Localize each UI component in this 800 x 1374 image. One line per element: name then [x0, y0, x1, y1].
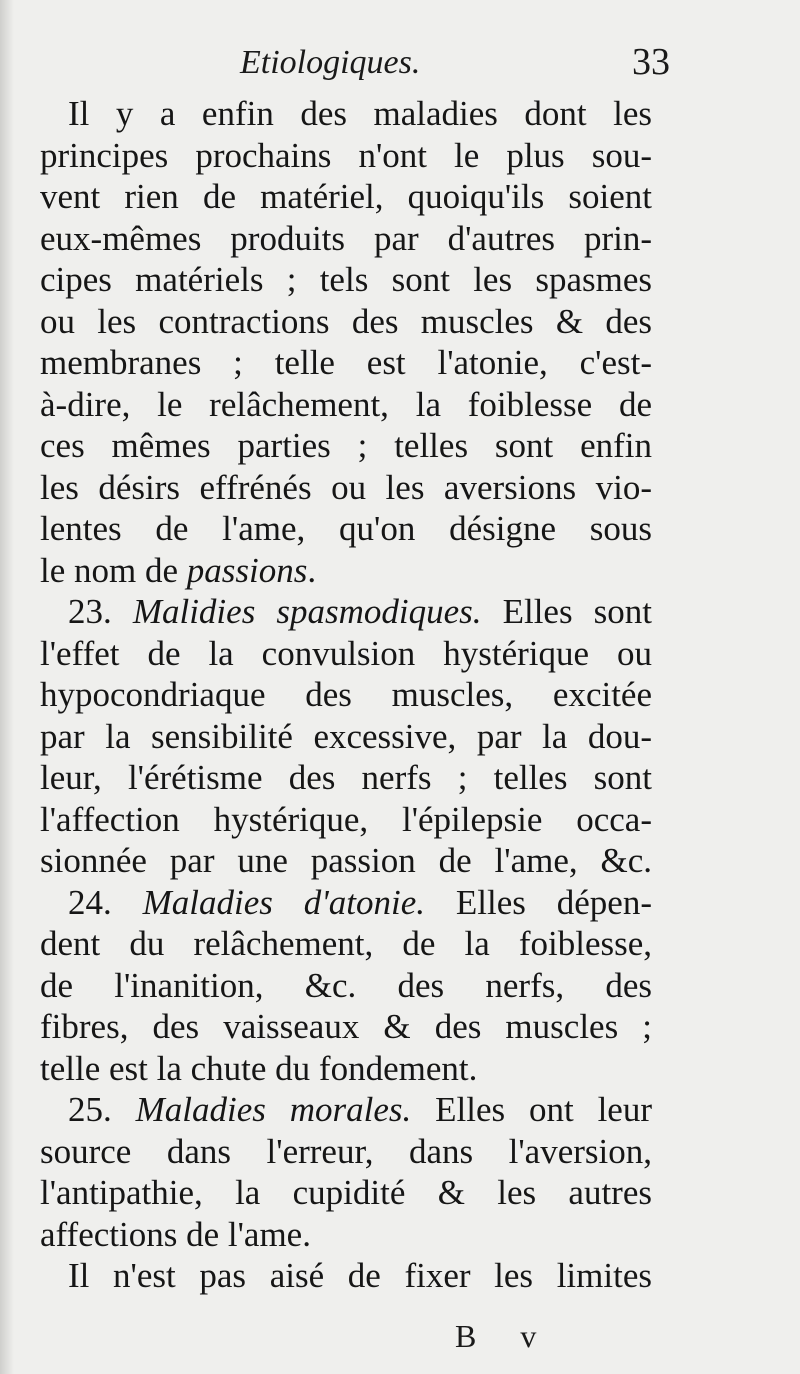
- text-line: [40, 550, 652, 592]
- line-segment: Elles sont: [481, 592, 652, 631]
- italic-heading: Maladies d'atonie.: [142, 882, 426, 922]
- text-line: Il y a enfin des maladies dont les: [68, 94, 652, 133]
- text-line: lentes de l'ame, qu'on désigne sous: [40, 509, 652, 548]
- body-text: [40, 93, 652, 1297]
- text-line: les désirs effrénés ou les aversions vio-: [40, 467, 652, 507]
- line-segment: le nom de: [40, 550, 187, 590]
- line-segment: .: [307, 550, 317, 590]
- page-gutter-shadow: [0, 0, 14, 1374]
- text-line: par la sensibilité excessive, par la dou-: [40, 716, 652, 756]
- page-number: 33: [632, 41, 670, 83]
- text-line: [40, 1089, 652, 1131]
- line-segment: Elles ont leur: [411, 1090, 652, 1129]
- text-line: dent du relâchement, de la foiblesse,: [40, 924, 652, 963]
- text-line: fibres, des vaisseaux & des muscles ;: [40, 1007, 652, 1046]
- text-line: vent rien de matériel, quoiqu'ils soient: [40, 177, 652, 216]
- text-line: ces mêmes parties ; telles sont enfin: [40, 426, 652, 465]
- text-line: ou les contractions des muscles & des: [40, 301, 652, 341]
- text-line: [40, 882, 652, 924]
- text-line: principes prochains n'ont le plus sou-: [40, 135, 652, 175]
- italic-heading: Malidies spasmodiques.: [132, 592, 482, 631]
- text-line: telle est la chute du fondement.: [40, 1048, 478, 1088]
- text-line: [40, 591, 652, 633]
- text-line: l'effet de la convulsion hystérique ou: [40, 633, 652, 673]
- text-line: membranes ; telle est l'atonie, c'est-: [40, 343, 652, 382]
- italic-heading: passions: [186, 550, 308, 590]
- text-line: à-dire, le relâchement, la foiblesse de: [40, 384, 652, 424]
- text-line: de l'inanition, &c. des nerfs, des: [40, 965, 652, 1005]
- text-line: hypocondriaque des muscles, excitée: [40, 675, 652, 714]
- signature-mark: B v: [455, 1318, 555, 1354]
- italic-heading: Maladies morales.: [135, 1090, 412, 1129]
- line-segment: Elles dépen-: [425, 882, 652, 922]
- text-line: leur, l'érétisme des nerfs ; telles sont: [40, 758, 652, 797]
- text-line: affections de l'ame.: [40, 1214, 311, 1254]
- line-segment: 23.: [68, 592, 133, 631]
- text-line: l'antipathie, la cupidité & les autres: [40, 1173, 652, 1212]
- line-segment: 24.: [68, 882, 143, 922]
- text-line: sionnée par une passion de l'ame, &c.: [40, 841, 652, 880]
- running-title: Etiologiques.: [240, 44, 421, 81]
- text-line: source dans l'erreur, dans l'aversion,: [40, 1131, 652, 1171]
- text-line: l'affection hystérique, l'épilepsie occa-: [40, 799, 652, 839]
- running-head: [40, 40, 670, 90]
- text-line: Il n'est pas aisé de fixer les limites: [68, 1256, 652, 1295]
- line-segment: 25.: [68, 1090, 136, 1129]
- text-line: eux-mêmes produits par d'autres prin-: [40, 218, 652, 258]
- text-line: cipes matériels ; tels sont les spasmes: [40, 260, 652, 299]
